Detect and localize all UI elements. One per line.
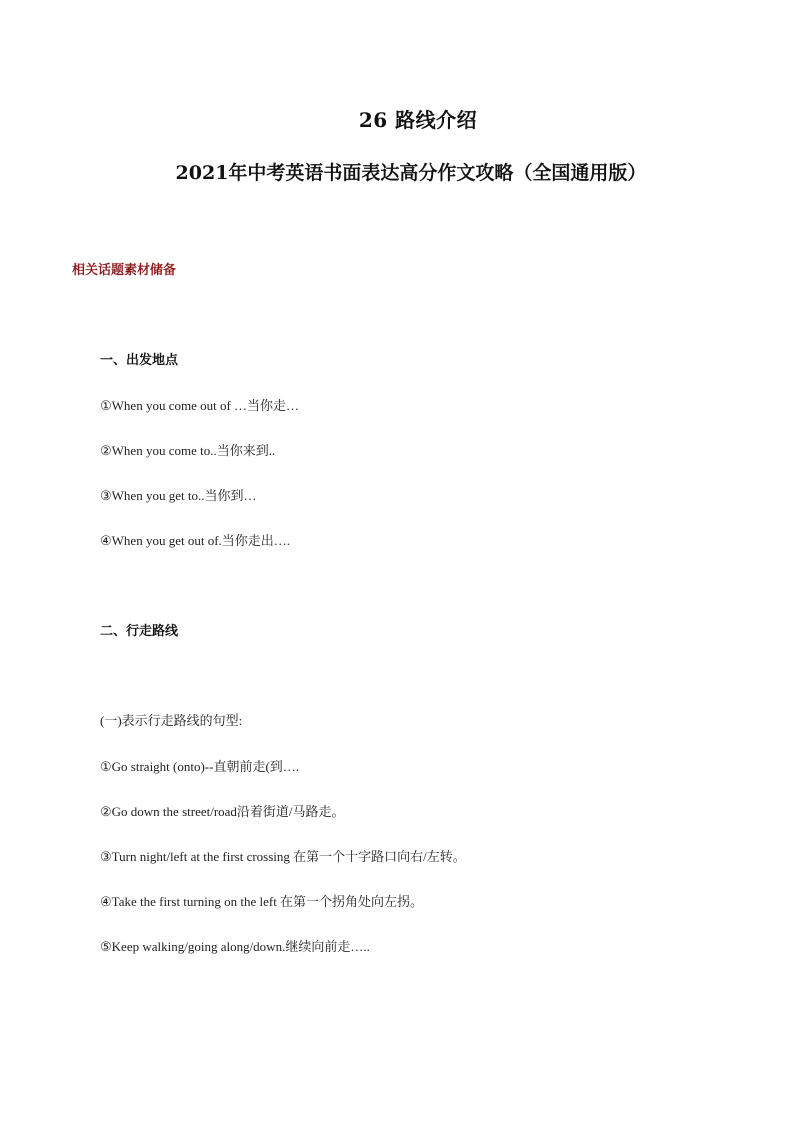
list-item: ①Go straight (onto)--直朝前走(到…. bbox=[100, 759, 300, 774]
document-title: 26 路线介绍 bbox=[358, 108, 478, 132]
list-item: ⑤Keep walking/going along/down.继续向前走….. bbox=[100, 939, 370, 954]
list-item: ②When you come to..当你来到.. bbox=[100, 443, 276, 458]
list-item: ④When you get out of.当你走出…. bbox=[100, 533, 291, 548]
section-heading-start-point: 一、出发地点 bbox=[100, 353, 179, 368]
list-item: ③When you get to..当你到… bbox=[100, 488, 257, 503]
section-label: 相关话题素材储备 bbox=[72, 263, 177, 278]
list-item: ②Go down the street/road沿着街道/马路走。 bbox=[100, 804, 345, 819]
section-heading-route: 二、行走路线 bbox=[100, 624, 179, 639]
list-item: ①When you come out of …当你走… bbox=[100, 398, 300, 413]
list-item: ④Take the first turning on the left 在第一个拐角处向左拐。 bbox=[100, 894, 424, 909]
subheading: (一)表示行走路线的句型: bbox=[100, 713, 243, 728]
list-item: ③Turn night/left at the first crossing 在第一个十字路口向右/左转。 bbox=[100, 849, 466, 864]
document-subtitle: 2021年中考英语书面表达高分作文攻略（全国通用版） bbox=[175, 162, 647, 184]
